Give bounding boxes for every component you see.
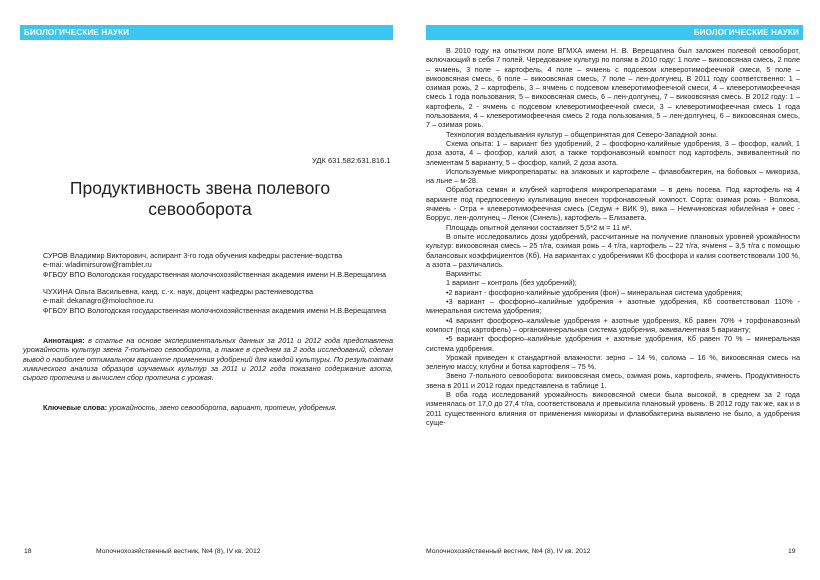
author-name-line: ЧУХИНА Ольга Васильевна, канд. с.-х. наук, доцент кафедры растениеводства	[43, 287, 314, 296]
page-number: 19	[788, 548, 796, 555]
annotation-text: в статье на основе экспериментальных данных за 2011 и 2012 года представлена урожайность культур звена 7-польного севооборота, а также в среднем за 2 года исследований, сделан вывод о наиболее оптимальном варианте применения удобрений для каждой культуры. По результатам химического анализа образцов изучаемых культур за 2011 и 2012 года показано содержание азота, сырого протеина и вычислен сбор протеина с урожая.	[23, 336, 393, 383]
list-item: •5 вариант фосфорно–калийные удобрения + азотные удобрения, Кб равен 70 % – минеральная система удобрения.	[426, 334, 800, 353]
paragraph: Схема опыта: 1 – вариант без удобрений, 2 – фосфорно-калийные удобрения, 3 – фосфор, калий, 1 доза азота, 4 – фосфор, калий азот, а также торфонавозный компост под картофель, эквивалентный по элементам 5 варианту, 5 – фосфор, калий, 2 доза азота.	[426, 138, 800, 167]
list-item: •3 вариант – фосфорно–калийные удобрения + азотные удобрения, Кб соответствовал 110% - минеральная система удобрения;	[426, 297, 800, 316]
paragraph: В опыте исследовались дозы удобрений, рассчитанные на получение плановых уровней урожайности культур: викоовсяная смесь – 25 т/га, озимая рожь – 4 т/га, картофель – 22 т/га, ячменя – 3,5 т/га с помощью балансовых коэффициентов (Кб). На вариантах с удобрениями Кб фосфора и калия соответствовали 100 %, а азота – различались.	[426, 231, 800, 269]
list-item: •4 вариант фосфорно–калийные удобрения + азотные удобрения, Кб равен 70% + торфонавозный компост (под картофель) – органоминеральная система удобрения, эквивалентная 5 варианту;	[426, 315, 800, 334]
section-header-text: БИОЛОГИЧЕСКИЕ НАУКИ	[693, 28, 799, 37]
section-header-band-right	[426, 25, 803, 40]
section-header-band	[20, 25, 393, 40]
paragraph: В оба года исследований урожайность викоовсяной смеси была высокой, в среднем за 2 года изменялась от 17,0 до 27,4 т/га, соответствовала и превысила плановый уровень. В 2012 году так же, как и в 2011 существенного влияния от применения микоризы и флавобактерина выявлено не было, а удобрения суще-	[426, 389, 800, 427]
udk-code: УДК 631.582:631.816.1	[312, 156, 391, 165]
author-org: ФГБОУ ВПО Вологодская государственная молочнохозяйственная академия имени Н.В.Верещагина	[43, 305, 387, 315]
paragraph: Технология возделывания культур – общепринятая для Северо-Западной зоны.	[446, 129, 718, 139]
paragraph: Используемые микропрепараты: на злаковых и картофеле – флавобактерин, на бобовых – микориза, на льне – м-28.	[426, 166, 800, 186]
paragraph: Урожай приведен к стандартной влажности: зерно – 14 %, солома – 16 %, викоовсяная смесь на зеленую массу, клубни и ботва картофеля – 75 %.	[426, 352, 800, 372]
keywords-label: Ключевые слова:	[43, 403, 108, 412]
author-block-1	[23, 251, 393, 279]
paragraph: Обработка семян и клубней картофеля микропрепаратами – в день посева. Под картофель на 4 варианте под предпосевную культивацию внесен торфонавозный компост. Сорта: озимая рожь - Волхова, ячмень - Отра + клеверотимофеечная смесь (Седум + ВИК 9), вика – Немчиновская юбилейная + овес - Боррус, лен-долгунец – Ленок (Синель), картофель – Елизавета.	[426, 185, 800, 223]
list-item: 1 вариант – контроль (без удобрений);	[446, 278, 577, 288]
annotation-label: Аннотация:	[43, 336, 85, 345]
author-email: e-mail: dekanagro@molochnoe.ru	[43, 296, 154, 306]
footer-journal: Молочнохозяйственный вестник, №4 (8), IV кв. 2012	[426, 548, 591, 555]
paragraph: Варианты:	[446, 269, 482, 279]
keywords-text: урожайность, звено севооборота, вариант, протеин, удобрения.	[109, 403, 337, 412]
keywords	[23, 403, 393, 412]
author-name-line: СУРОВ Владимир Викторович, аспирант 3-го года обучения кафедры растение-водства	[43, 251, 343, 260]
article-title: Продуктивность звена полевого севооборота	[69, 178, 331, 219]
author-email: e-mai: wladimirsurow@rambler.ru	[43, 260, 152, 270]
author-block-2	[23, 287, 393, 315]
list-item: •2 вариант - фосфорно-калийные удобрения (фон) – минеральная система удобрения;	[446, 287, 743, 297]
author-org: ФГБОУ ВПО Вологодская государственная молочнохозяйственная академия имени Н.В.Верещагина	[43, 269, 387, 279]
paragraph: Звено 7-польного севооборота: викоовсяная смесь, озимая рожь, картофель, ячмень. Продуктивность звена в 2011 и 2012 годах представлена в таблице 1.	[426, 371, 800, 390]
paragraph: Площадь опытной делянки составляет 5,5*2 м = 11 м².	[446, 222, 632, 232]
section-header-text: БИОЛОГИЧЕСКИЕ НАУКИ	[24, 28, 130, 37]
page-number: 18	[24, 548, 32, 555]
footer-journal: Молочнохозяйственный вестник, №4 (8), IV кв. 2012	[96, 548, 261, 555]
paragraph: В 2010 году на опытном поле ВГМХА имени Н. В. Верещагина был заложен полевой севооборот, включающий в себя 7 полей. Чередование культур по полям в 2010 году: 1 поле – викоовсяная смесь, 2 поле – ячмень, 3 поле – картофель, 4 поле – ячмень с подсевом клеверотимофеечной смеси, 5 поле – викоовсяная смесь, 6 поле – викоовсяная смесь, 7 поле – лен-долгунец. В 2011 году соответственно: 1 – озимая рожь, 2 – картофель, 3 – ячмень с подсевом клеверотимофеечной смеси, 4 – клеверотимофеечная смесь 1 года пользования, 5 – викоовсяная смесь, 6 – лен-долгунец, 7 – викоовсяная смесь. В 2012 году: 1 – картофель, 2 - ячмень с подсевом клеверотимофеечной смеси, 3 – клеверотимофеечная смесь 1 года пользования, 4 – клеверотимофеечная смесь 2 года пользования, 5 – лен-долгунец, 6 – викоовсяная смесь, 7 – озимая рожь.	[426, 46, 800, 130]
annotation	[23, 336, 393, 382]
body-column	[426, 46, 800, 427]
